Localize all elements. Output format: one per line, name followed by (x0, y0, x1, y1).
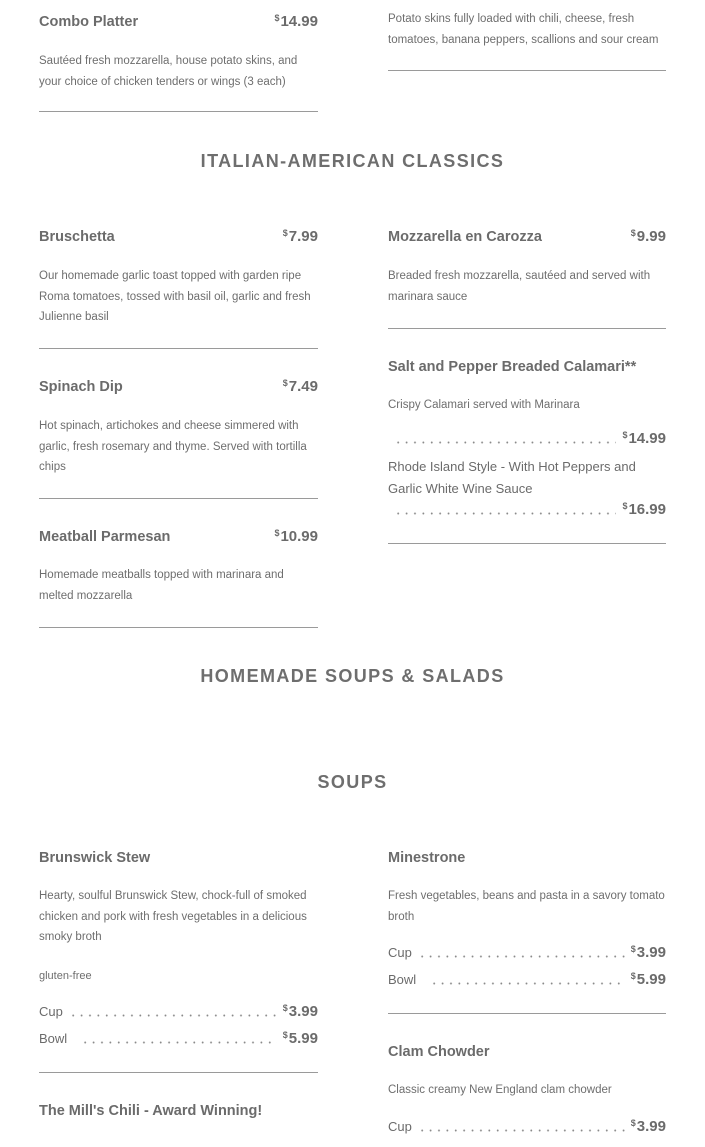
calamari-price-row-2 (388, 501, 666, 518)
calamari-price-1: $14.99 (622, 430, 666, 447)
minestrone-cup-price: $3.99 (630, 944, 666, 961)
item-price-mozzarella-en-carozza: $9.99 (630, 228, 666, 245)
item-desc-brunswick-stew: Hearty, soulful Brunswick Stew, chock-full of smoked chicken and pork with fresh vegetables in a delicious smoky broth (39, 890, 307, 943)
item-note-gluten-free: gluten-free (39, 970, 92, 982)
clam-chowder-cup-row (388, 1118, 666, 1135)
item-divider (39, 111, 318, 112)
item-name-combo-platter: Combo Platter (39, 14, 139, 30)
item-desc-spinach-dip: Hot spinach, artichokes and cheese simmered with garlic, fresh rosemary and thyme. Served with tortilla chips (39, 420, 307, 473)
item-name-bruschetta: Bruschetta (39, 229, 115, 245)
section-title-italian-american: ITALIAN-AMERICAN CLASSICS (200, 151, 505, 171)
dot-leader (69, 1014, 277, 1017)
item-divider (39, 1072, 318, 1073)
brunswick-cup-row (39, 1003, 318, 1020)
item-divider (388, 70, 666, 71)
size-label-cup: Cup (39, 1004, 63, 1019)
item-name-mozzarella-en-carozza: Mozzarella en Carozza (388, 229, 542, 245)
subsection-title-soups: SOUPS (317, 772, 388, 792)
item-desc-minestrone: Fresh vegetables, beans and pasta in a savory tomato broth (388, 890, 665, 923)
calamari-price-2: $16.99 (622, 501, 666, 518)
minestrone-cup-row (388, 944, 666, 961)
item-desc-bruschetta: Our homemade garlic toast topped with garden ripe Roma tomatoes, tossed with basil oil, garlic and fresh Julienne basil (39, 270, 311, 323)
item-divider (39, 498, 318, 499)
dot-leader (418, 955, 625, 958)
item-desc-meatball-parmesan: Homemade meatballs topped with marinara and melted mozzarella (39, 569, 284, 602)
item-divider (39, 627, 318, 628)
item-name-clam-chowder: Clam Chowder (388, 1044, 490, 1060)
item-divider (388, 543, 666, 544)
item-price-combo-platter: $14.99 (274, 13, 318, 30)
item-desc-clam-chowder: Classic creamy New England clam chowder (388, 1084, 612, 1096)
brunswick-bowl-price: $5.99 (282, 1030, 318, 1047)
item-desc-mozzarella-en-carozza: Breaded fresh mozzarella, sautéed and served with marinara sauce (388, 270, 651, 303)
dot-leader (418, 1129, 625, 1132)
item-price-bruschetta: $7.99 (282, 228, 318, 245)
item-name-meatball-parmesan: Meatball Parmesan (39, 529, 171, 545)
size-label-bowl: Bowl (388, 972, 417, 987)
section-title-soups-salads: HOMEMADE SOUPS & SALADS (200, 666, 505, 686)
dot-leader (81, 1041, 277, 1044)
size-label-cup: Cup (388, 1119, 412, 1134)
calamari-price-row-1 (388, 430, 666, 447)
item-divider (388, 328, 666, 329)
dot-leader (394, 441, 616, 444)
brunswick-bowl-row (39, 1030, 318, 1047)
calamari-variant-rhode-island: Rhode Island Style - With Hot Peppers and Garlic White Wine Sauce (388, 459, 636, 496)
item-name-minestrone: Minestrone (388, 850, 466, 866)
brunswick-cup-price: $3.99 (282, 1003, 318, 1020)
size-label-cup: Cup (388, 945, 412, 960)
minestrone-bowl-price: $5.99 (630, 971, 666, 988)
item-desc-calamari: Crispy Calamari served with Marinara (388, 399, 580, 411)
dot-leader (394, 512, 616, 515)
item-name-spinach-dip: Spinach Dip (39, 379, 123, 395)
item-name-calamari: Salt and Pepper Breaded Calamari** (388, 359, 637, 375)
item-name-mills-chili: The Mill's Chili - Award Winning! (39, 1103, 263, 1119)
dot-leader (430, 982, 625, 985)
item-divider (388, 1013, 666, 1014)
item-price-meatball-parmesan: $10.99 (274, 528, 318, 545)
minestrone-bowl-row (388, 971, 666, 988)
item-name-brunswick-stew: Brunswick Stew (39, 850, 151, 866)
item-desc-combo-platter: Sautéed fresh mozzarella, house potato skins, and your choice of chicken tenders or wings (3 each) (39, 55, 298, 88)
item-divider (39, 348, 318, 349)
item-desc-potato-skins: Potato skins fully loaded with chili, cheese, fresh tomatoes, banana peppers, scallions and sour cream (388, 13, 659, 46)
size-label-bowl: Bowl (39, 1031, 68, 1046)
clam-chowder-cup-price: $3.99 (630, 1118, 666, 1135)
item-price-spinach-dip: $7.49 (282, 378, 318, 395)
